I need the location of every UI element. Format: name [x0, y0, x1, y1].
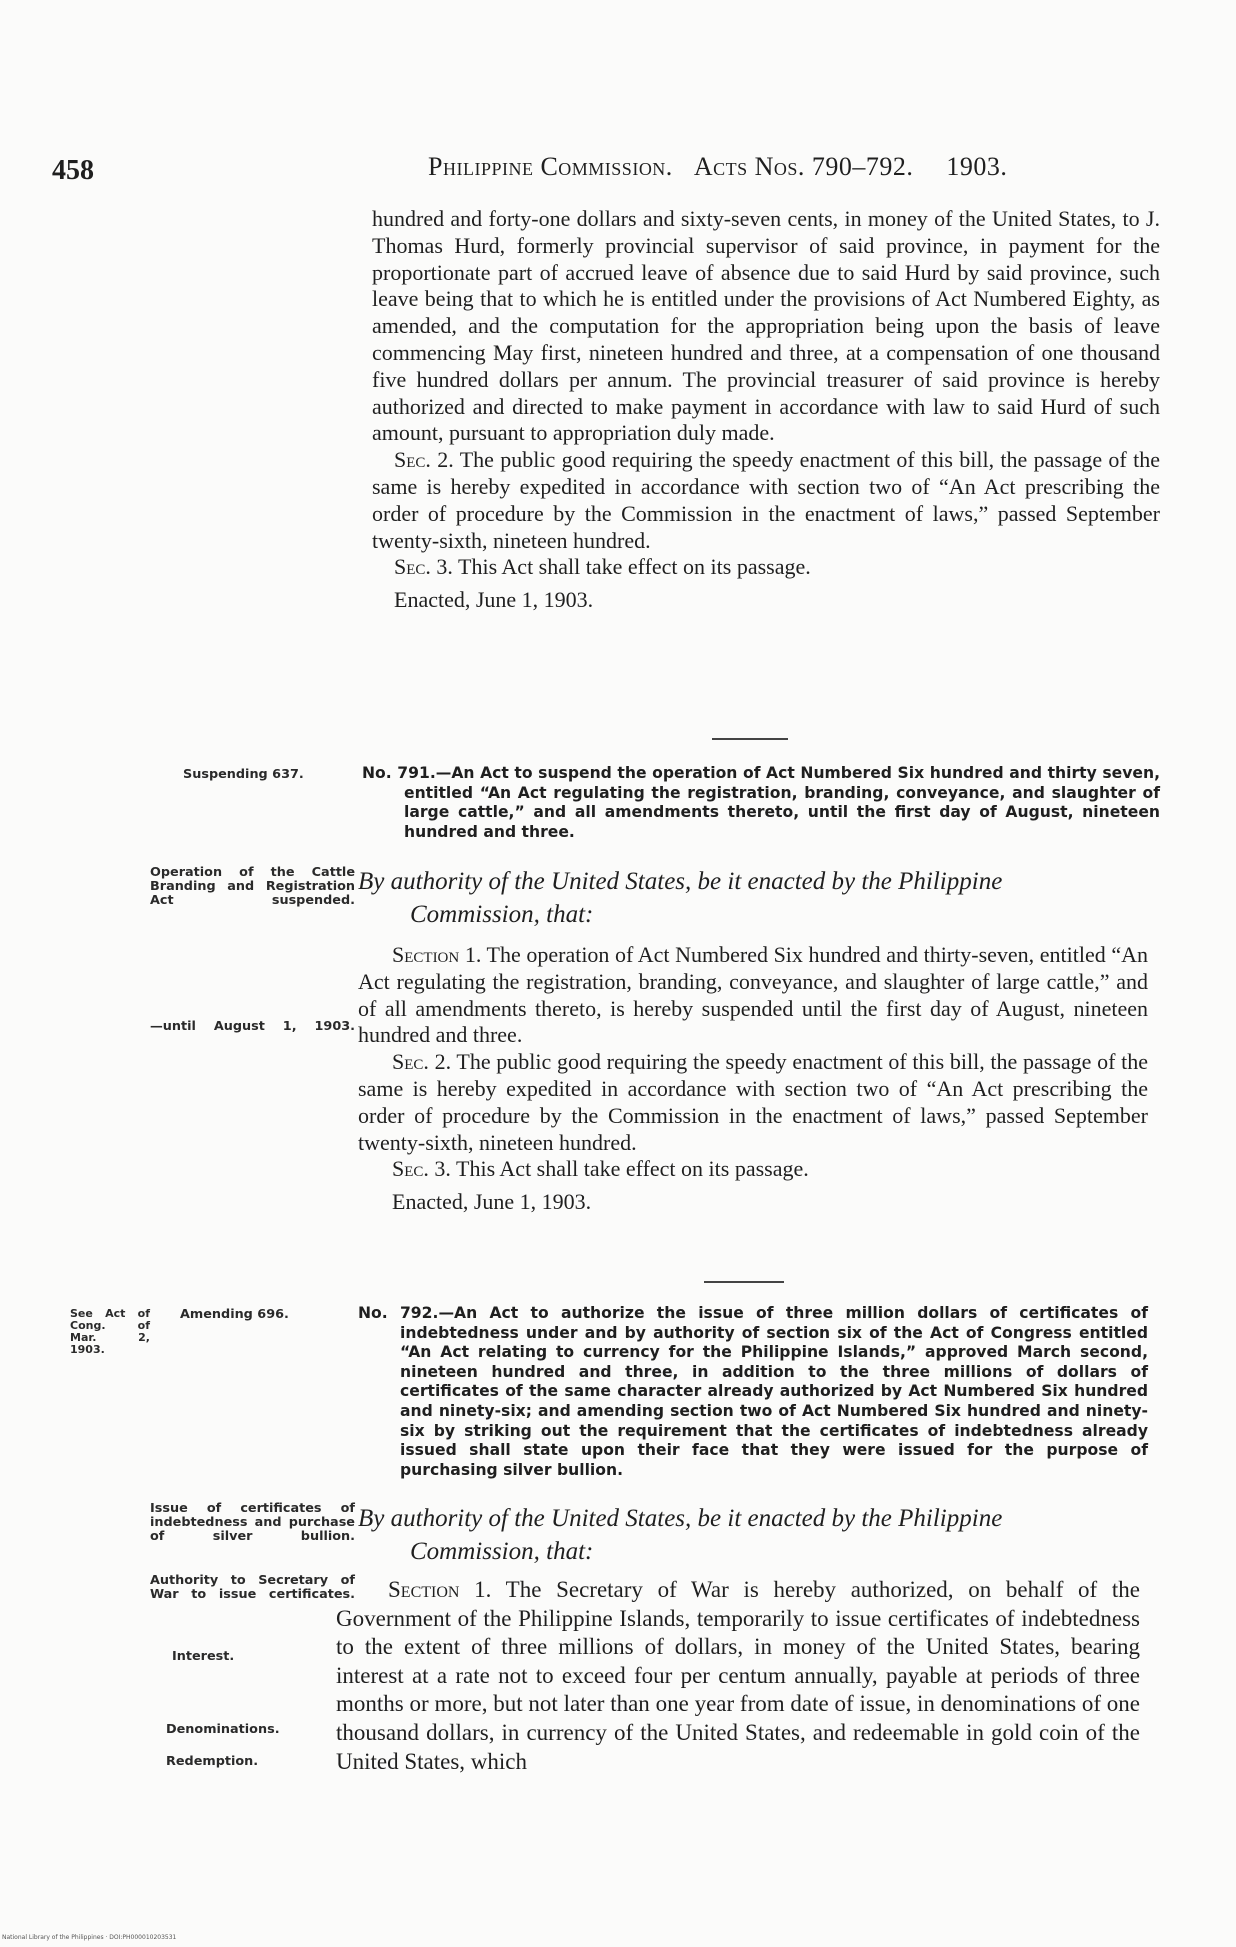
page-number: 458: [52, 155, 94, 186]
act792-enacting-clause: [358, 1502, 1168, 1568]
act790-sec2: [372, 447, 1160, 554]
act790-enacted: Enacted, June 1, 1903.: [394, 587, 594, 613]
act791-sec3-text: This Act shall take effect on its passage.: [456, 1156, 809, 1182]
act790-continuation: [372, 206, 1160, 614]
margin-note-redemption: Redemption.: [166, 1754, 259, 1769]
act792-body: [336, 1576, 1140, 1776]
act792-heading: [358, 1304, 1148, 1480]
act791-number: No. 791.: [362, 764, 436, 782]
act791-sec2: [358, 1049, 1148, 1156]
act791-sec2-label: Sec. 2.: [392, 1049, 452, 1075]
section-divider: [704, 1281, 784, 1283]
act791-enacting-line1: By authority of the United States, be it enacted by the Philippine: [358, 868, 1003, 895]
act792-number: No. 792.: [358, 1304, 439, 1322]
margin-note-denominations: Denominations.: [166, 1722, 280, 1737]
act791-section1-text: The operation of Act Numbered Six hundred and thirty-seven, entitled “An Act regulating the registration, branding, conveyance, and slaughter of large cattle,” and of all amendments thereto, is hereby suspended until the first day of August, nineteen hundred and three.: [358, 942, 1148, 1048]
act790-sec3-text: This Act shall take effect on its passage.: [458, 554, 811, 580]
margin-note-amending: Amending 696.: [180, 1307, 289, 1322]
act792-section1: [336, 1576, 1140, 1776]
act791-sec3: [358, 1156, 1148, 1183]
act792-section1-text: The Secretary of War is hereby authorized, on behalf of the Government of the Philippine Islands, temporarily to issue certificates of indebtedness to the extent of three millions of dollars, in money of the United States, bearing interest at a rate not to exceed four per centum annually, payable at periods of three months or more, but not later than one year from date of issue, in denominations of one thousand dollars, in currency of the United States, and redeemable in gold coin of the United States, which: [336, 1577, 1140, 1774]
act792-enacting-line2: Commission, that:: [410, 1538, 594, 1565]
act791-enacting-line2: Commission, that:: [410, 901, 594, 928]
act792-enacting-line1: By authority of the United States, be it enacted by the Philippine: [358, 1505, 1003, 1532]
margin-note-issue: Issue of certificates of indebtedness and purchase of silver bullion.: [150, 1501, 355, 1544]
margin-note-authority: Authority to Secretary of War to issue certificates.: [150, 1573, 355, 1602]
act790-sec3-label: Sec. 3.: [394, 554, 453, 580]
margin-note-operation: Operation of the Cattle Branding and Registration Act suspended.: [150, 865, 355, 908]
act792-title: —An Act to authorize the issue of three million dollars of certificates of indebtedness under and by authority of section six of the Act of Congress entitled “An Act relating to currency for the Philippine Islands,” approved March second, nineteen hundred and three, in addition to the three millions of dollars of certificates of the same character already authorized by Act Numbered Six hundred and ninety-six; and amending section two of Act Numbered Six hundred and ninety-six by striking out the requirement that the certificates of indebtedness already issued shall state upon their face that they were issued for the purpose of purchasing silver bullion.: [400, 1304, 1149, 1479]
act791-heading: [362, 764, 1160, 842]
act790-sec2-text: The public good requiring the speedy enactment of this bill, the passage of the same is hereby expedited in accordance with section two of “An Act prescribing the order of procedure by the Commission in the enactment of laws,” passed September twenty-sixth, nineteen hundred.: [372, 447, 1160, 553]
running-head-acts: Acts Nos. 790–792.: [693, 152, 914, 181]
margin-note-until: —until August 1, 1903.: [150, 1019, 355, 1034]
margin-note-interest: Interest.: [172, 1649, 235, 1664]
running-head-year: 1903.: [946, 152, 1008, 181]
footer-credit: National Library of the Philippines · DOI:PH000010203531: [2, 1934, 177, 1941]
margin-note-see-act: See Act of Cong. of Mar. 2, 1903.: [70, 1307, 150, 1356]
act791-section1: [358, 942, 1148, 1049]
act790-sec3: [372, 554, 1160, 581]
act791-enacted: Enacted, June 1, 1903.: [392, 1189, 592, 1215]
act791-section1-label: Section 1.: [392, 942, 482, 967]
running-head: [428, 152, 1007, 182]
act791-sec3-label: Sec. 3.: [392, 1156, 451, 1182]
running-head-title: Philippine Commission.: [428, 152, 673, 181]
act791-sec2-text: The public good requiring the speedy enactment of this bill, the passage of the same is hereby expedited in accordance with section two of “An Act prescribing the order of procedure by the Commission in the enactment of laws,” passed September twenty-sixth, nineteen hundred.: [358, 1049, 1148, 1155]
act791-body: [358, 942, 1148, 1216]
act791-title: —An Act to suspend the operation of Act Numbered Six hundred and thirty seven, entitled “An Act regulating the registration, branding, conveyance, and slaughter of large cattle,” and all amendments thereto, until the first day of August, nineteen hundred and three.: [404, 764, 1160, 841]
act792-section1-label: Section 1.: [388, 1577, 492, 1602]
act790-sec2-label: Sec. 2.: [394, 447, 454, 473]
act791-enacting-clause: [358, 865, 1168, 931]
act790-paragraph: hundred and forty-one dollars and sixty-seven cents, in money of the United States, to J. Thomas Hurd, formerly provincial supervisor of said province, in payment for the proportionate part of accrued leave of absence due to said Hurd by said province, such leave being that to which he is entitled under the provisions of Act Numbered Eighty, as amended, and the computation for the appropriation being upon the basis of leave commencing May first, nineteen hundred and three, at a compensation of one thousand five hundred dollars per annum. The provincial treasurer of said province is hereby authorized and directed to make payment in accordance with law to said Hurd of such amount, pursuant to appropriation duly made.: [372, 206, 1160, 446]
margin-note-suspending: Suspending 637.: [183, 767, 304, 782]
section-divider: [712, 738, 788, 740]
